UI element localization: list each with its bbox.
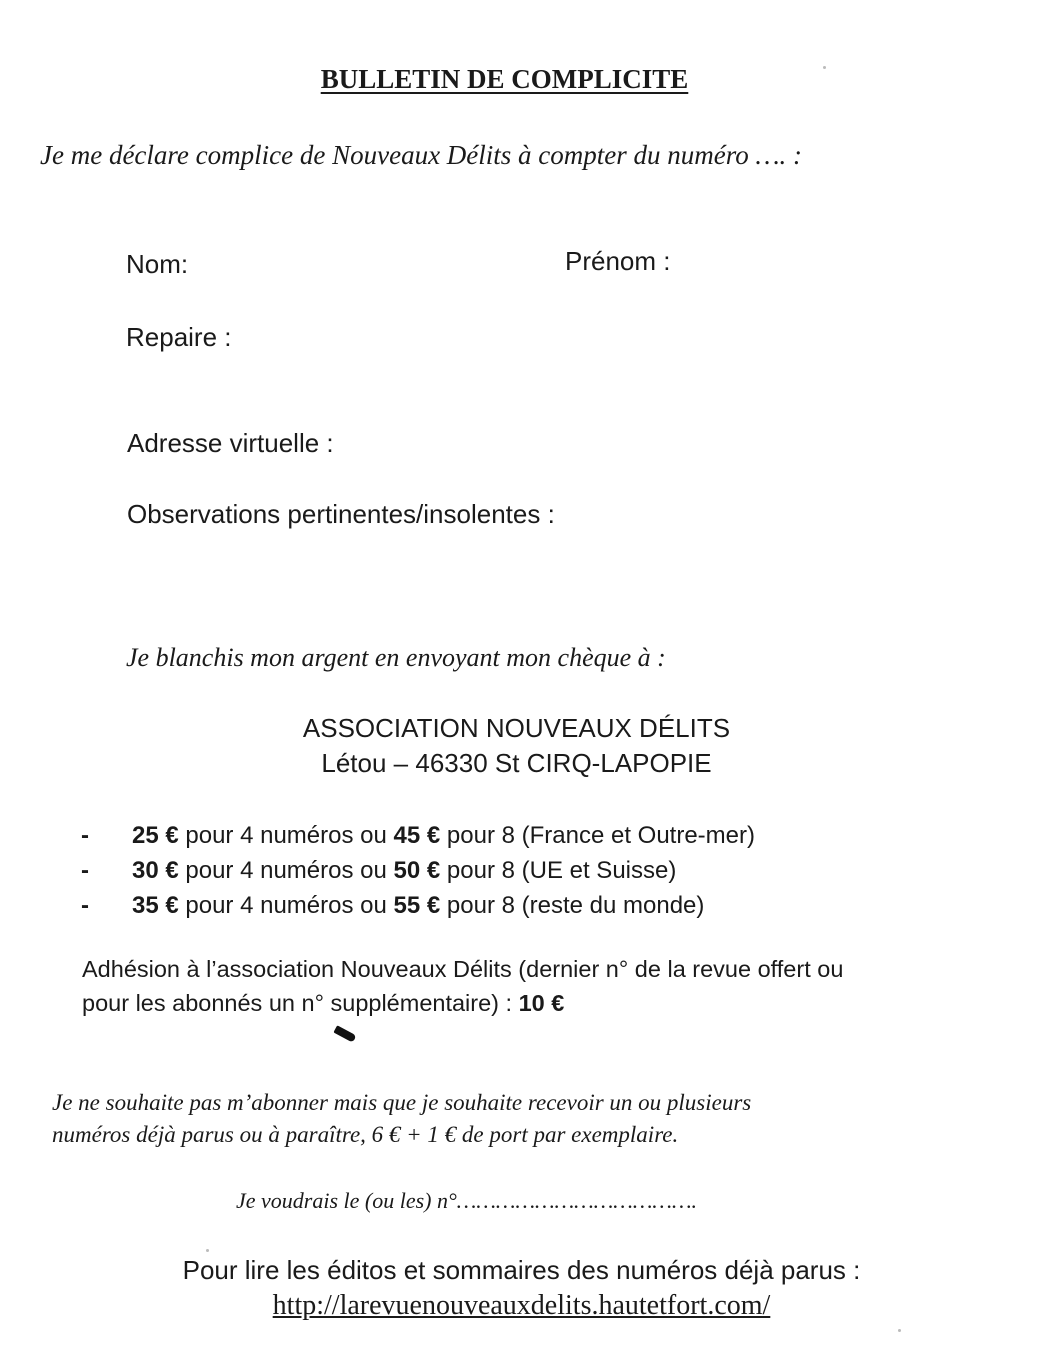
tarif-mid: pour 4 numéros ou [178,892,394,919]
adhesion-text: pour les abonnés un n° supplémentaire) : [82,990,519,1016]
tarif-price-4: 35 € [132,892,179,919]
scan-speck [898,1329,901,1332]
field-label-adresse-virtuelle: Adresse virtuelle : [127,428,334,458]
tarif-price-8: 45 € [393,822,441,849]
page-title [0,64,1043,95]
tarif-item [132,892,704,920]
association-name: ASSOCIATION NOUVEAUX DÉLITS [302,713,731,743]
scan-speck [206,1249,209,1252]
cheque-instruction: Je blanchis mon argent en envoyant mon chèque à : [126,643,666,672]
read-more-line: Pour lire les éditos et sommaires des numéros déjà parus : [182,1255,861,1285]
tarif-mid: pour 4 numéros ou [178,857,394,884]
website-link[interactable]: http://larevuenouveauxdelits.hautetfort.com/ [272,1290,771,1321]
field-label-nom: Nom: [126,249,189,279]
tarif-item [132,822,755,850]
adhesion-line-2 [82,990,564,1017]
tarif-price-8: 55 € [393,892,441,919]
field-label-observations: Observations pertinentes/insolentes : [127,499,555,529]
association-address: Létou – 46330 St CIRQ-LAPOPIE [321,748,712,778]
tarif-price-4: 25 € [132,822,179,849]
page-title-text: BULLETIN DE COMPLICITE [320,64,689,94]
adhesion-line-1: Adhésion à l’association Nouveaux Délits (dernier n° de la revue offert ou [82,956,844,982]
no-subscription-line-1: Je ne souhaite pas m’abonner mais que je souhaite recevoir un ou plusieurs [52,1090,752,1115]
tarif-bullet: - [81,822,89,849]
ink-mark [333,1025,356,1042]
scan-speck [823,66,826,69]
tarif-mid: pour 4 numéros ou [178,822,394,849]
tarif-zone: pour 8 (France et Outre-mer) [440,822,755,849]
tarif-bullet: - [81,892,89,919]
tarif-bullet: - [81,857,89,884]
tarif-item [132,857,676,885]
issue-request-line: Je voudrais le (ou les) n°………………………………. [236,1188,698,1213]
no-subscription-line-2: numéros déjà parus ou à paraître, 6 € + 1 € de port par exemplaire. [52,1122,679,1147]
adhesion-price: 10 € [518,990,565,1016]
declaration-line: Je me déclare complice de Nouveaux Délits à compter du numéro …. : [40,140,803,170]
tarif-price-4: 30 € [132,857,179,884]
tarif-zone: pour 8 (UE et Suisse) [440,857,677,884]
tarif-zone: pour 8 (reste du monde) [440,892,705,919]
field-label-prenom: Prénom : [565,246,671,276]
tarif-price-8: 50 € [393,857,441,884]
field-label-repaire: Repaire : [126,322,232,352]
